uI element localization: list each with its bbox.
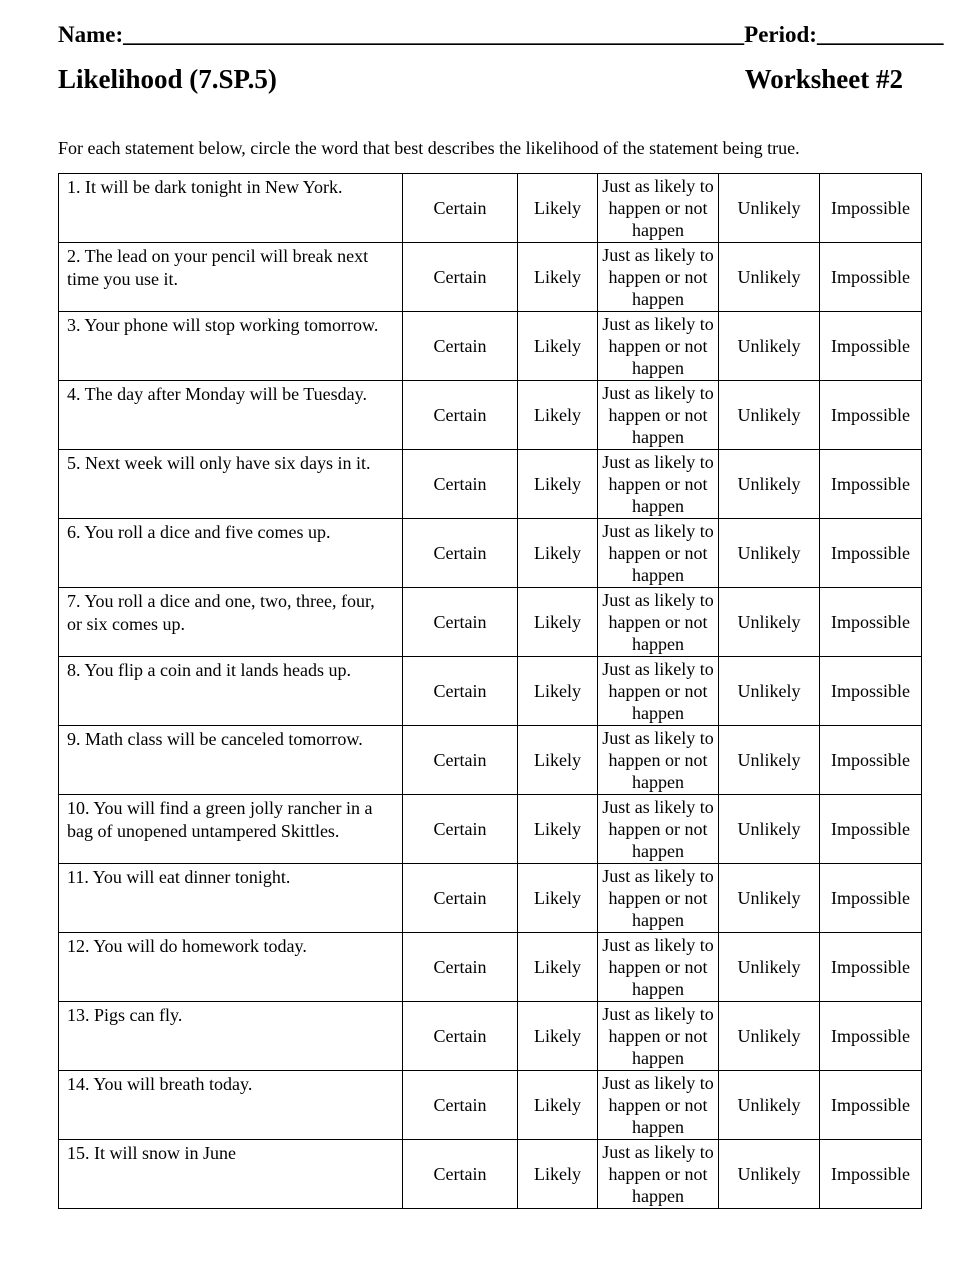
statement-cell: 3. Your phone will stop working tomorrow. xyxy=(59,312,403,381)
option-likely[interactable]: Likely xyxy=(518,1002,598,1071)
table-row xyxy=(59,726,922,795)
option-impossible[interactable]: Impossible xyxy=(820,1140,922,1209)
option-impossible[interactable]: Impossible xyxy=(820,657,922,726)
table-row xyxy=(59,795,922,864)
statement-cell: 6. You roll a dice and five comes up. xyxy=(59,519,403,588)
option-even-chance[interactable]: Just as likely to happen or not happen xyxy=(598,1071,719,1140)
option-even-chance[interactable]: Just as likely to happen or not happen xyxy=(598,1140,719,1209)
option-unlikely[interactable]: Unlikely xyxy=(719,381,820,450)
period-label: Period: xyxy=(744,22,817,47)
option-impossible[interactable]: Impossible xyxy=(820,450,922,519)
option-certain[interactable]: Certain xyxy=(403,174,518,243)
option-even-chance[interactable]: Just as likely to happen or not happen xyxy=(598,174,719,243)
option-likely[interactable]: Likely xyxy=(518,933,598,1002)
option-likely[interactable]: Likely xyxy=(518,450,598,519)
option-likely[interactable]: Likely xyxy=(518,381,598,450)
statement-cell: 14. You will breath today. xyxy=(59,1071,403,1140)
statement-cell: 8. You flip a coin and it lands heads up. xyxy=(59,657,403,726)
option-impossible[interactable]: Impossible xyxy=(820,519,922,588)
option-certain[interactable]: Certain xyxy=(403,726,518,795)
title-row xyxy=(58,64,903,100)
option-unlikely[interactable]: Unlikely xyxy=(719,1071,820,1140)
option-unlikely[interactable]: Unlikely xyxy=(719,795,820,864)
option-likely[interactable]: Likely xyxy=(518,174,598,243)
option-even-chance[interactable]: Just as likely to happen or not happen xyxy=(598,519,719,588)
option-unlikely[interactable]: Unlikely xyxy=(719,933,820,1002)
statement-cell: 7. You roll a dice and one, two, three, four, or six comes up. xyxy=(59,588,403,657)
statement-cell: 10. You will find a green jolly rancher in a bag of unopened untampered Skittles. xyxy=(59,795,403,864)
option-certain[interactable]: Certain xyxy=(403,519,518,588)
instructions: For each statement below, circle the word that best describes the likelihood of the statement being true. xyxy=(58,138,800,158)
statement-cell: 1. It will be dark tonight in New York. xyxy=(59,174,403,243)
option-unlikely[interactable]: Unlikely xyxy=(719,519,820,588)
statement-cell: 12. You will do homework today. xyxy=(59,933,403,1002)
option-unlikely[interactable]: Unlikely xyxy=(719,243,820,312)
option-certain[interactable]: Certain xyxy=(403,933,518,1002)
option-likely[interactable]: Likely xyxy=(518,312,598,381)
option-even-chance[interactable]: Just as likely to happen or not happen xyxy=(598,795,719,864)
option-certain[interactable]: Certain xyxy=(403,243,518,312)
table-row xyxy=(59,933,922,1002)
option-impossible[interactable]: Impossible xyxy=(820,588,922,657)
period-field[interactable]: ___________ xyxy=(816,22,944,47)
table-row xyxy=(59,1071,922,1140)
name-period-line xyxy=(58,22,944,52)
likelihood-table xyxy=(58,173,922,1209)
option-certain[interactable]: Certain xyxy=(403,795,518,864)
option-unlikely[interactable]: Unlikely xyxy=(719,312,820,381)
option-unlikely[interactable]: Unlikely xyxy=(719,1002,820,1071)
statement-cell: 2. The lead on your pencil will break next time you use it. xyxy=(59,243,403,312)
table-row xyxy=(59,519,922,588)
option-even-chance[interactable]: Just as likely to happen or not happen xyxy=(598,864,719,933)
statement-cell: 5. Next week will only have six days in it. xyxy=(59,450,403,519)
option-unlikely[interactable]: Unlikely xyxy=(719,450,820,519)
table-row xyxy=(59,1002,922,1071)
table-row xyxy=(59,864,922,933)
option-certain[interactable]: Certain xyxy=(403,588,518,657)
table-row xyxy=(59,450,922,519)
option-unlikely[interactable]: Unlikely xyxy=(719,174,820,243)
option-even-chance[interactable]: Just as likely to happen or not happen xyxy=(598,657,719,726)
option-likely[interactable]: Likely xyxy=(518,795,598,864)
option-impossible[interactable]: Impossible xyxy=(820,933,922,1002)
option-even-chance[interactable]: Just as likely to happen or not happen xyxy=(598,450,719,519)
table-row xyxy=(59,243,922,312)
worksheet-number: Worksheet #2 xyxy=(744,64,903,94)
option-even-chance[interactable]: Just as likely to happen or not happen xyxy=(598,933,719,1002)
option-even-chance[interactable]: Just as likely to happen or not happen xyxy=(598,1002,719,1071)
option-impossible[interactable]: Impossible xyxy=(820,381,922,450)
option-likely[interactable]: Likely xyxy=(518,588,598,657)
option-unlikely[interactable]: Unlikely xyxy=(719,726,820,795)
option-likely[interactable]: Likely xyxy=(518,1140,598,1209)
option-even-chance[interactable]: Just as likely to happen or not happen xyxy=(598,381,719,450)
name-label: Name: xyxy=(58,22,124,47)
option-certain[interactable]: Certain xyxy=(403,312,518,381)
option-impossible[interactable]: Impossible xyxy=(820,864,922,933)
option-impossible[interactable]: Impossible xyxy=(820,1071,922,1140)
statement-cell: 15. It will snow in June xyxy=(59,1140,403,1209)
table-row xyxy=(59,312,922,381)
option-unlikely[interactable]: Unlikely xyxy=(719,657,820,726)
option-even-chance[interactable]: Just as likely to happen or not happen xyxy=(598,243,719,312)
option-certain[interactable]: Certain xyxy=(403,657,518,726)
statement-cell: 13. Pigs can fly. xyxy=(59,1002,403,1071)
option-likely[interactable]: Likely xyxy=(518,726,598,795)
option-certain[interactable]: Certain xyxy=(403,1071,518,1140)
statement-cell: 11. You will eat dinner tonight. xyxy=(59,864,403,933)
option-likely[interactable]: Likely xyxy=(518,1071,598,1140)
statement-cell: 9. Math class will be canceled tomorrow. xyxy=(59,726,403,795)
option-likely[interactable]: Likely xyxy=(518,519,598,588)
option-unlikely[interactable]: Unlikely xyxy=(719,588,820,657)
table-row xyxy=(59,1140,922,1209)
option-certain[interactable]: Certain xyxy=(403,1002,518,1071)
option-impossible[interactable]: Impossible xyxy=(820,795,922,864)
option-certain[interactable]: Certain xyxy=(403,450,518,519)
table-row xyxy=(59,657,922,726)
option-even-chance[interactable]: Just as likely to happen or not happen xyxy=(598,726,719,795)
option-likely[interactable]: Likely xyxy=(518,864,598,933)
option-unlikely[interactable]: Unlikely xyxy=(719,864,820,933)
statement-cell: 4. The day after Monday will be Tuesday. xyxy=(59,381,403,450)
option-impossible[interactable]: Impossible xyxy=(820,243,922,312)
option-even-chance[interactable]: Just as likely to happen or not happen xyxy=(598,312,719,381)
worksheet-title: Likelihood (7.SP.5) xyxy=(58,64,277,94)
option-even-chance[interactable]: Just as likely to happen or not happen xyxy=(598,588,719,657)
table-row xyxy=(59,381,922,450)
option-certain[interactable]: Certain xyxy=(403,864,518,933)
table-row xyxy=(59,588,922,657)
option-certain[interactable]: Certain xyxy=(403,381,518,450)
name-field[interactable]: ______________________________________________________ xyxy=(123,22,745,47)
option-likely[interactable]: Likely xyxy=(518,657,598,726)
table-row xyxy=(59,174,922,243)
option-impossible[interactable]: Impossible xyxy=(820,726,922,795)
option-impossible[interactable]: Impossible xyxy=(820,1002,922,1071)
option-unlikely[interactable]: Unlikely xyxy=(719,1140,820,1209)
option-certain[interactable]: Certain xyxy=(403,1140,518,1209)
option-likely[interactable]: Likely xyxy=(518,243,598,312)
option-impossible[interactable]: Impossible xyxy=(820,174,922,243)
option-impossible[interactable]: Impossible xyxy=(820,312,922,381)
